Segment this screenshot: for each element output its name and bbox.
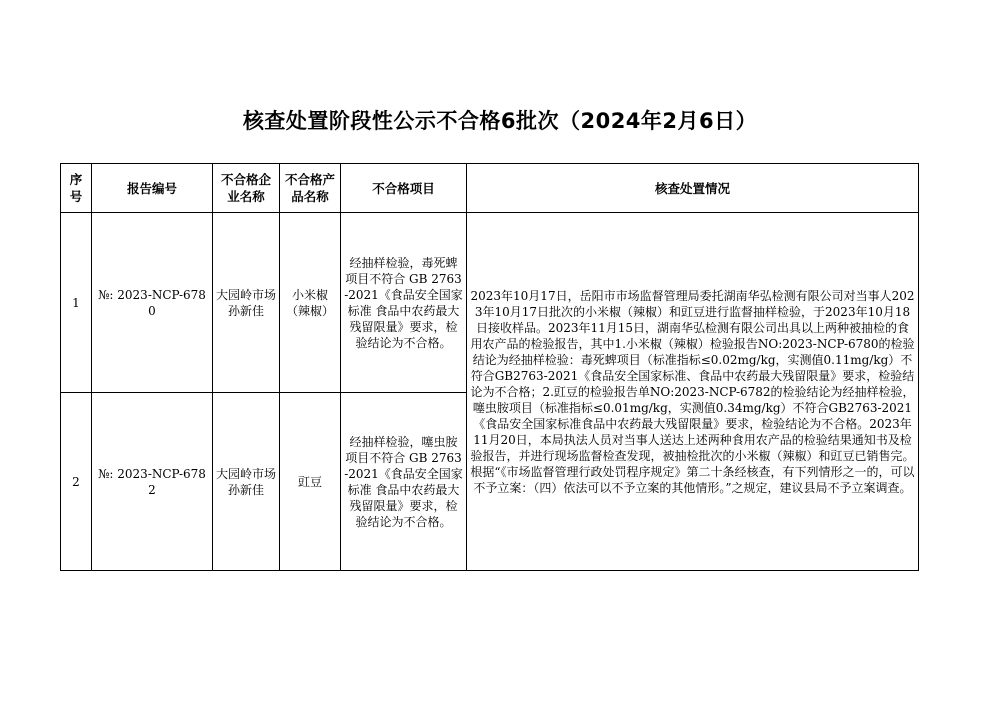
row-product-name: 豇豆 <box>280 393 341 571</box>
header-seq: 序号 <box>61 164 92 213</box>
header-detail: 核查处置情况 <box>467 164 919 213</box>
row-report-number: №: 2023-NCP-6782 <box>92 393 213 571</box>
row-failed-item: 经抽样检验，噻虫胺项目不符合 GB 2763-2021《食品安全国家标准 食品中农药最大残留限量》要求，检验结论为不合格。 <box>341 393 467 571</box>
row-seq: 2 <box>61 393 92 571</box>
header-report: 报告编号 <box>92 164 213 213</box>
inspection-table <box>60 163 919 571</box>
row-failed-item: 经抽样检验，毒死蜱项目不符合 GB 2763-2021《食品安全国家标准 食品中农药最大残留限量》要求，检验结论为不合格。 <box>341 213 467 393</box>
row-seq: 1 <box>61 213 92 393</box>
table-row <box>61 213 919 393</box>
handling-detail: 2023年10月17日，岳阳市市场监督管理局委托湖南华弘检测有限公司对当事人2023年10月17日批次的小米椒（辣椒）和豇豆进行监督抽样检验，于2023年10月18日接收样品。2023年11月15日，湖南华弘检测有限公司出具以上两种被抽检的食用农产品的检验报告，其中1.小米椒（辣椒）检验报告NO:2023-NCP-6780的检验结论为经抽样检验：毒死蜱项目（标准指标≤0.02mg/kg，实测值0.11mg/kg）不符合GB2763-2021《食品安全国家标准、食品中农药最大残留限量》要求，检验结论为不合格；2.豇豆的检验报告单NO:2023-NCP-6782的检验结论为经抽样检验，噻虫胺项目（标准指标≤0.01mg/kg，实测值0.34mg/kg）不符合GB2763-2021《食品安全国家标准食品中农药最大残留限量》要求，检验结论为不合格。2023年11月20日，本局执法人员对当事人送达上述两种食用农产品的检验结果通知书及检验报告，并进行现场监督检查发现，被抽检批次的小米椒（辣椒）和豇豆已销售完。根据“《市场监督管理行政处罚程序规定》第二十条经核查，有下列情形之一的，可以不予立案：（四）依法可以不予立案的其他情形。”之规定，建议县局不予立案调查。 <box>467 213 919 571</box>
row-company-name: 大园岭市场孙新佳 <box>213 213 280 393</box>
table-header-row <box>61 164 919 213</box>
header-company: 不合格企业名称 <box>213 164 280 213</box>
header-product: 不合格产品名称 <box>280 164 341 213</box>
header-item: 不合格项目 <box>341 164 467 213</box>
row-product-name: 小米椒（辣椒） <box>280 213 341 393</box>
row-report-number: №: 2023-NCP-6780 <box>92 213 213 393</box>
page-title: 核查处置阶段性公示不合格6批次（2024年2月6日） <box>242 109 758 133</box>
row-company-name: 大园岭市场孙新佳 <box>213 393 280 571</box>
